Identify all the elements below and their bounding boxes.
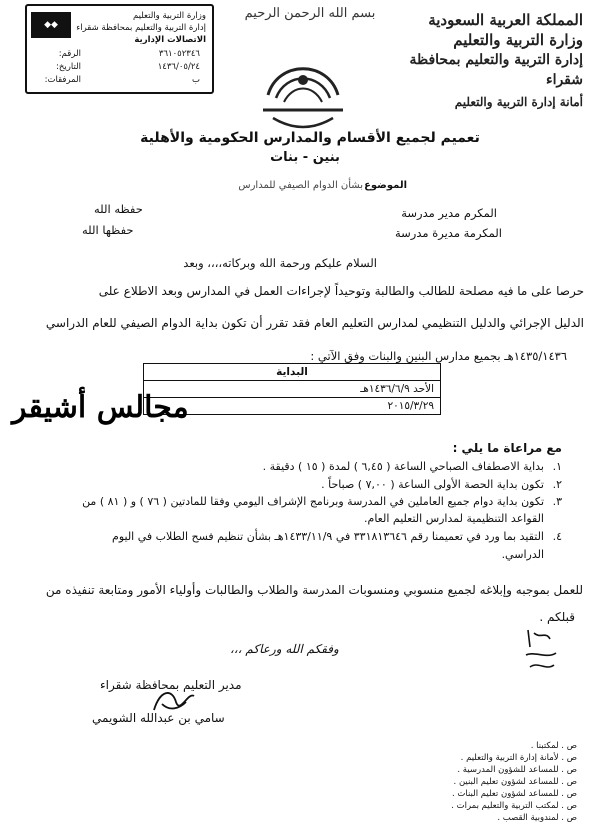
signatory-title: مدير التعليم بمحافظة شقراء — [100, 678, 242, 692]
greeting: السلام عليكم ورحمة الله وبركاته،،،، وبعد — [183, 256, 377, 270]
stamp-organization: وزارة التربية والتعليم إدارة التربية والتعليم بمحافظة شقراء الاتصالات الإدارية — [76, 11, 206, 45]
circular-title: تعميم لجميع الأقسام والمدارس الحكومية والأهلية — [140, 130, 480, 146]
initials-signature-icon — [520, 625, 560, 675]
schedule-gregorian-date: ٢٠١٥/٣/٢٩ — [144, 398, 441, 415]
cc-item: ص . لمكتبنا . — [530, 741, 577, 751]
schedule-header: البداية — [144, 364, 441, 381]
note-item-continuation: القواعد التنظيمية لمدارس التعليم العام. — [364, 512, 544, 525]
closing-end: قبلكم . — [539, 610, 575, 624]
note-item: ٢.تكون بداية الحصة الأولى الساعة ( ٧,٠٠ ) صباحاً . — [321, 478, 562, 491]
body-line-1: حرصا على ما فيه مصلحة للطالب والطالبة وتوحيداً لإجراءات العمل في المدارس وبعد الاطلاع على — [98, 284, 584, 298]
cc-item: ص . للمساعد لشؤون تعليم البنات . — [451, 789, 577, 799]
cc-item: ص . للمساعد للشؤون المدرسية . — [457, 765, 577, 775]
closing-line: للعمل بموجبه وإبلاغه لجميع منسوبي ومنسوبات المدرسة والطلاب والطالبات وأولياء الأمور ومتابعة تنفيذه من — [45, 583, 583, 597]
cc-item: ص . لمكتب التربية والتعليم بمرات . — [451, 801, 577, 811]
addressee-female-blessing: حفظها الله — [82, 223, 134, 237]
note-item-continuation: الدراسي. — [501, 548, 544, 561]
cc-item: ص . للمساعد لشؤون تعليم البنين . — [453, 777, 577, 787]
receipt-stamp — [25, 4, 214, 94]
note-item: ٣.تكون بداية دوام جميع العاملين في المدرسة وبرنامج الإشراف اليومي وفقا للمادتين ( ٧٦ ) و ( ٨١ ) من — [82, 495, 562, 508]
subject-value: بشأن الدوام الصيفي للمدارس — [238, 180, 363, 191]
body-line-2: الدليل الإجرائي والدليل التنظيمي لمدارس التعليم العام فقد تقرر أن تكون بداية الدوام الصيفي للعام الدراسي — [45, 316, 584, 330]
notes-heading: مع مراعاة ما يلي : — [452, 441, 562, 455]
body-line-3: ١٤٣٥/١٤٣٦هـ بجميع مدارس البنين والبنات وفق الآتي : — [310, 349, 567, 363]
stamp-attachments: المرفقات: ب — [44, 75, 200, 85]
note-item: ٤.التقيد بما ورد في تعميمنا رقم ٣٣١٨١٣٦٤٦ في ١٤٣٣/١١/٩هـ بشأن تنظيم فسح الطلاب في اليوم — [112, 530, 562, 543]
note-item: ١.بداية الاصطفاف الصباحي الساعة ( ٦,٤٥ ) لمدة ( ١٥ ) دقيقة . — [262, 460, 562, 473]
letterhead-secretariat: أمانة إدارة التربية والتعليم — [454, 95, 583, 109]
ministry-logo-icon — [248, 40, 358, 135]
basmala: بسم الله الرحمن الرحيم — [244, 6, 376, 21]
circular-subtitle: بنين - بنات — [270, 150, 340, 165]
stamp-emblem: ◆◆ — [31, 12, 71, 38]
handwritten-regards: وفقكم الله ورعاكم ،،، — [230, 642, 339, 656]
schedule-hijri-date: الأحد ١٤٣٦/٦/٩هـ — [144, 381, 441, 398]
cc-item: ص . لمندوبية القصب . — [497, 813, 577, 823]
subject-label: الموضوع — [364, 180, 407, 191]
stamp-date: التاريخ: ١٤٣٦/٠٥/٢٤ — [56, 62, 200, 72]
watermark-text: مجالس أشيقر — [12, 390, 189, 425]
cc-item: ص . لأمانة إدارة التربية والتعليم . — [460, 753, 577, 763]
addressee-male: المكرم مدير مدرسة — [401, 206, 497, 220]
letterhead-directorate: إدارة التربية والتعليم بمحافظة شقراء — [409, 52, 583, 88]
addressee-female: المكرمة مديرة مدرسة — [395, 226, 502, 240]
stamp-number: الرقم: ٣٦١٠٥٢٣٤٦ — [58, 49, 200, 59]
letterhead-ministry: وزارة التربية والتعليم — [453, 31, 583, 49]
letterhead — [398, 10, 583, 112]
addressee-male-blessing: حفظه الله — [94, 202, 143, 216]
signatory-name: سامي بن عبدالله الشويمي — [92, 711, 225, 725]
letterhead-country: المملكة العربية السعودية — [428, 11, 583, 29]
